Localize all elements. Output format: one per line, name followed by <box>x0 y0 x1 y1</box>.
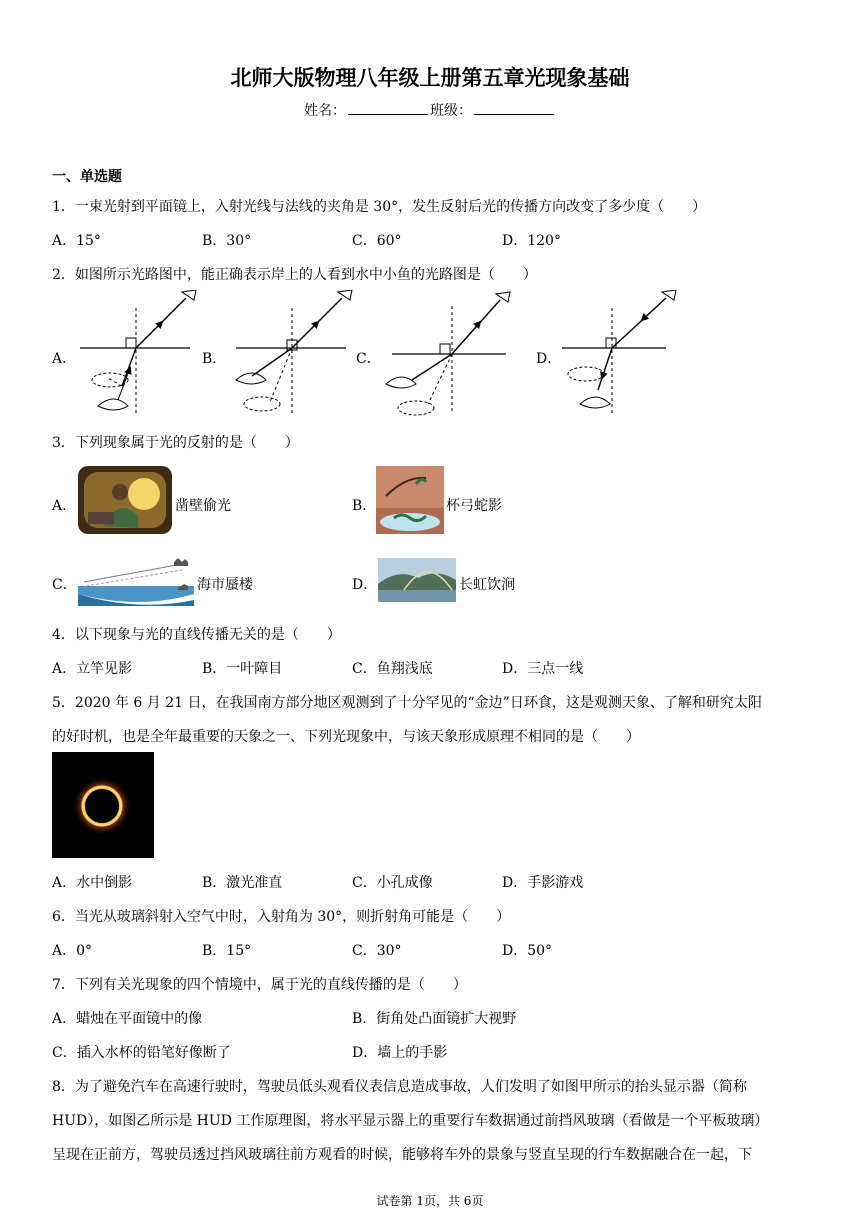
q3-option-a: A． <box>52 498 77 514</box>
q7-stem: 7．下列有关光现象的四个情境中，属于光的直线传播的是（ ） <box>52 977 467 993</box>
q2-option-a: A． <box>52 351 77 367</box>
q2-option-d: D． <box>536 351 562 367</box>
q8-stem-line2: HUD），如图乙所示是 HUD 工作原理图，将水平显示器上的重要行车数据通过前挡风玻璃（看做是一个平板玻璃） <box>52 1113 769 1129</box>
q6-option-c: C．30° <box>352 943 402 959</box>
q8-stem-line1: 8．为了避免汽车在高速行驶时，驾驶员低头观看仪表信息造成事故，人们发明了如图甲所示的抬头显示器（简称 <box>52 1079 747 1095</box>
q8-stem-line3: 呈现在正前方，驾驶员透过挡风玻璃往前方观看的时候，能够将车外的景象与竖直呈现的行车数据融合在一起，下 <box>52 1147 752 1163</box>
q5-stem-line2: 的好时机，也是全年最重要的天象之一、下列光现象中，与该天象形成原理不相同的是（ ） <box>52 729 640 745</box>
q4-stem: 4．以下现象与光的直线传播无关的是（ ） <box>52 627 341 643</box>
q1-option-d: D．120° <box>502 233 561 249</box>
q1-option-a: A．15° <box>52 233 101 249</box>
name-blank[interactable] <box>348 101 428 115</box>
page-footer: 试卷第 1页，共 6页 <box>376 1194 484 1208</box>
q3-image-c <box>78 556 194 606</box>
q6-option-b: B．15° <box>202 943 252 959</box>
q5-option-b: B．激光准直 <box>202 875 283 891</box>
q3-caption-c: 海市蜃楼 <box>197 577 253 593</box>
q6-stem: 6．当光从玻璃斜射入空气中时，入射角为 30°，则折射角可能是（ ） <box>52 909 511 925</box>
q3-caption-b: 杯弓蛇影 <box>446 498 502 514</box>
class-blank[interactable] <box>474 101 554 115</box>
q1-option-b: B．30° <box>202 233 252 249</box>
q2-diagram-a <box>76 290 206 418</box>
q4-option-a: A．立竿见影 <box>52 661 133 677</box>
q2-diagram-d <box>558 290 688 418</box>
q3-image-b <box>376 466 444 534</box>
q7-option-c: C．插入水杯的铅笔好像断了 <box>52 1045 231 1061</box>
q3-option-c: C． <box>52 577 77 593</box>
q2-diagram-b <box>232 290 362 418</box>
q7-option-d: D．墙上的手影 <box>352 1045 448 1061</box>
q5-option-d: D．手影游戏 <box>502 875 584 891</box>
q3-option-d: D． <box>352 577 378 593</box>
q3-option-b: B． <box>352 498 377 514</box>
q4-option-d: D．三点一线 <box>502 661 584 677</box>
name-label: 姓名： <box>304 103 346 119</box>
q7-option-a: A．蜡烛在平面镜中的像 <box>52 1011 203 1027</box>
q3-caption-a: 凿壁偷光 <box>175 498 231 514</box>
q5-stem-line1: 5．2020 年 6 月 21 日，在我国南方部分地区观测到了十分罕见的“金边”日环食，这是观测天象、了解和研究太阳 <box>52 695 762 711</box>
name-class-line <box>0 100 860 120</box>
q1-option-c: C．60° <box>352 233 402 249</box>
q2-option-b: B． <box>202 351 227 367</box>
q5-option-c: C．小孔成像 <box>352 875 433 891</box>
q3-stem: 3．下列现象属于光的反射的是（ ） <box>52 435 299 451</box>
q2-option-c: C． <box>356 351 381 367</box>
q5-eclipse-image <box>52 752 154 858</box>
q5-option-a: A．水中倒影 <box>52 875 133 891</box>
q3-caption-d: 长虹饮涧 <box>459 577 515 593</box>
q6-option-d: D．50° <box>502 943 553 959</box>
q7-option-b: B．街角处凸面镜扩大视野 <box>352 1011 517 1027</box>
q4-option-c: C．鱼翔浅底 <box>352 661 433 677</box>
q2-diagram-c <box>382 290 512 418</box>
section-heading: 一、单选题 <box>52 169 122 185</box>
q3-image-d <box>378 558 456 602</box>
q4-option-b: B．一叶障目 <box>202 661 283 677</box>
page-title: 北师大版物理八年级上册第五章光现象基础 <box>230 66 630 90</box>
class-label: 班级： <box>430 103 472 119</box>
q1-stem: 1．一束光射到平面镜上，入射光线与法线的夹角是 30°，发生反射后光的传播方向改变了多少度（ ） <box>52 199 707 215</box>
q6-option-a: A．0° <box>52 943 93 959</box>
q2-stem: 2．如图所示光路图中，能正确表示岸上的人看到水中小鱼的光路图是（ ） <box>52 267 537 283</box>
q3-image-a <box>78 466 172 534</box>
